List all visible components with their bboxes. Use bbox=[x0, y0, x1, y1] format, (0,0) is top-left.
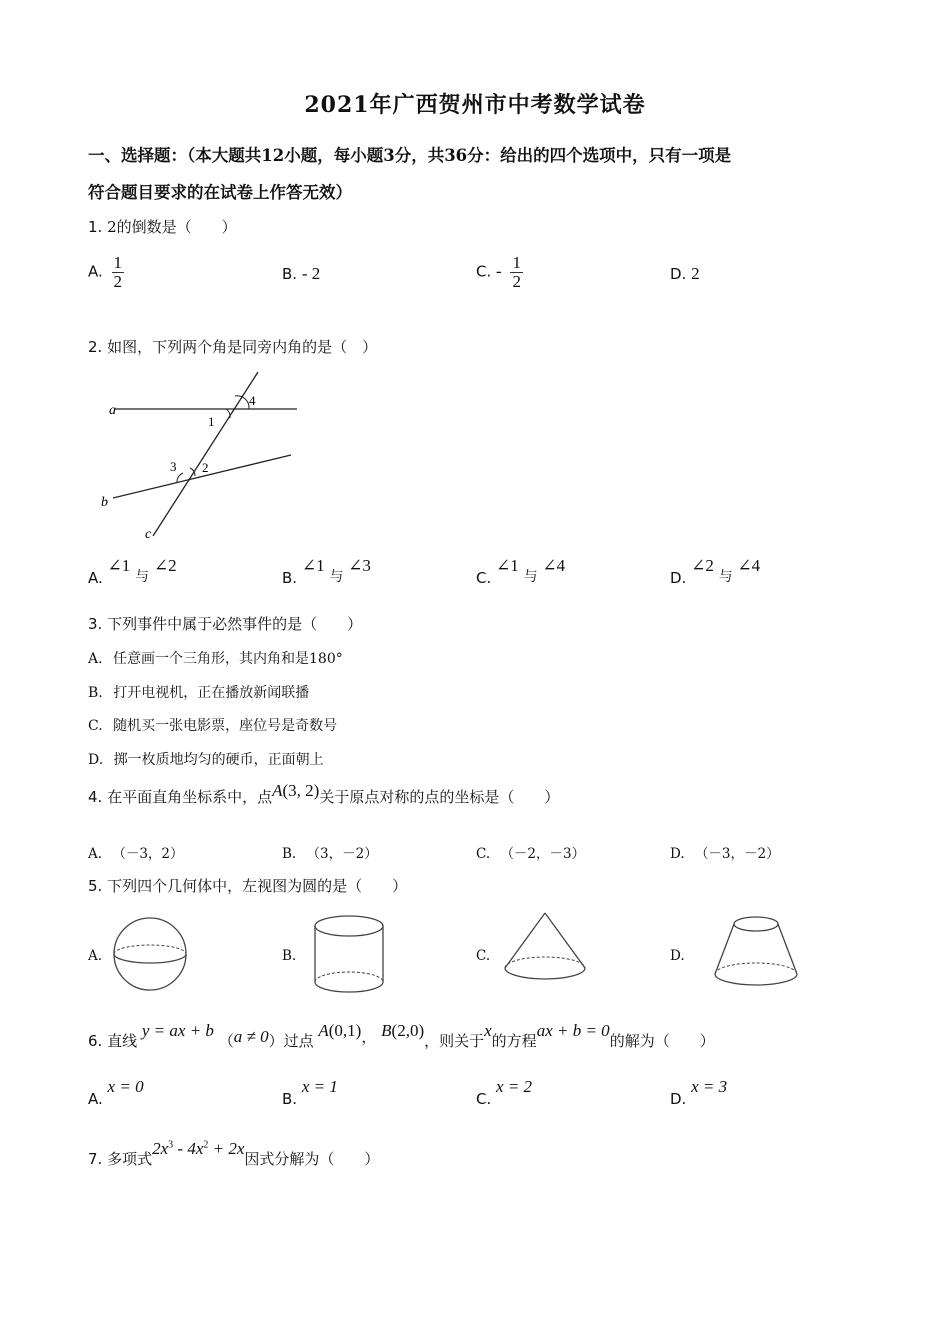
option-c[interactable] bbox=[476, 842, 585, 862]
option-b[interactable] bbox=[282, 264, 320, 284]
numerator: 1 bbox=[512, 253, 521, 272]
polynomial bbox=[152, 1139, 244, 1158]
point-coords: (3, 2) bbox=[282, 781, 320, 800]
variable: x bbox=[484, 1021, 492, 1040]
question-number: 2. bbox=[88, 338, 103, 356]
option-label: C. bbox=[476, 846, 491, 862]
angle-second: ∠4 bbox=[542, 556, 566, 575]
cone-shape[interactable] bbox=[502, 910, 588, 990]
point-a-coords: (0,1) bbox=[328, 1021, 362, 1040]
option-c[interactable] bbox=[476, 556, 566, 587]
question-text: 下列四个几何体中，左视图为圆的是（ ） bbox=[107, 877, 408, 895]
option-a[interactable] bbox=[88, 1077, 144, 1108]
option-c[interactable] bbox=[88, 715, 337, 735]
question-text-before: 在平面直角坐标系中，点 bbox=[107, 788, 273, 806]
exponent-2: 2 bbox=[203, 1139, 209, 1151]
text-part-1: 直线 bbox=[107, 1032, 138, 1050]
question-text: 2的倒数是（ ） bbox=[107, 218, 237, 236]
option-label: C. bbox=[476, 262, 492, 281]
label-angle-2: 2 bbox=[202, 460, 209, 475]
option-c-label[interactable]: C. bbox=[476, 948, 491, 964]
option-text: x = 3 bbox=[691, 1077, 728, 1096]
text-part-1: 多项式 bbox=[107, 1150, 153, 1168]
question-text: 如图，下列两个角是同旁内角的是（ ） bbox=[107, 338, 378, 356]
question-number: 4. bbox=[88, 788, 103, 806]
text-part-3: ）过点 bbox=[268, 1032, 314, 1050]
angle-first: ∠1 bbox=[301, 556, 325, 575]
option-value: 2 bbox=[691, 264, 700, 283]
option-text: （－2，－3） bbox=[500, 846, 586, 862]
option-b[interactable] bbox=[282, 842, 378, 862]
question-number: 5. bbox=[88, 877, 103, 895]
question-7 bbox=[88, 1138, 380, 1168]
option-a[interactable] bbox=[88, 648, 343, 668]
frustum-shape[interactable] bbox=[712, 910, 800, 994]
question-6 bbox=[88, 1020, 715, 1050]
exam-title: 2021年广西贺州市中考数学试卷 bbox=[304, 92, 646, 118]
term-1: 2x bbox=[152, 1139, 169, 1158]
label-c: c bbox=[145, 527, 152, 542]
text-part-5: ，则关于 bbox=[424, 1032, 485, 1050]
option-label: A. bbox=[88, 569, 103, 587]
parallel-lines-figure bbox=[95, 366, 310, 546]
question-number: 7. bbox=[88, 1150, 103, 1168]
option-b-label[interactable]: B. bbox=[282, 948, 297, 964]
option-text: （3，－2） bbox=[306, 846, 378, 862]
option-d[interactable] bbox=[670, 1077, 728, 1108]
option-d[interactable] bbox=[88, 749, 324, 769]
angle-first: ∠1 bbox=[107, 556, 131, 575]
option-b[interactable] bbox=[88, 682, 309, 702]
question-5-options bbox=[88, 908, 868, 998]
point-a-name: A bbox=[318, 1021, 329, 1040]
text-part-4: ， bbox=[361, 1028, 377, 1046]
condition: a ≠ 0 bbox=[233, 1027, 269, 1046]
option-label: D. bbox=[670, 569, 687, 587]
text-part-7: 的解为（ ） bbox=[609, 1032, 715, 1050]
section-heading bbox=[88, 137, 863, 211]
term-2: - 4x bbox=[173, 1139, 204, 1158]
option-label: D. bbox=[88, 752, 104, 768]
angle-second: ∠4 bbox=[737, 556, 761, 575]
option-text: x = 2 bbox=[496, 1077, 533, 1096]
option-label: D. bbox=[670, 265, 687, 283]
section-heading-line2: 符合题目要求的在试卷上作答无效） bbox=[88, 183, 352, 202]
option-label: A. bbox=[88, 262, 103, 281]
conjunction: 与 bbox=[523, 569, 538, 585]
minus-sign: - bbox=[496, 261, 502, 281]
angle-first: ∠2 bbox=[691, 556, 714, 575]
angle-first: ∠1 bbox=[496, 556, 519, 575]
line-equation: y = ax + b bbox=[141, 1021, 214, 1040]
option-text: 打开电视机，正在播放新闻联播 bbox=[113, 685, 310, 701]
question-1 bbox=[88, 216, 237, 237]
question-number: 1. bbox=[88, 218, 103, 236]
conjunction: 与 bbox=[329, 569, 344, 585]
option-text: （－3，－2） bbox=[694, 846, 780, 862]
point-b-name: B bbox=[381, 1021, 392, 1040]
option-text: x = 1 bbox=[301, 1077, 338, 1096]
cylinder-shape[interactable] bbox=[312, 912, 388, 996]
term-3: + 2x bbox=[208, 1139, 245, 1158]
option-label: B. bbox=[282, 265, 298, 283]
option-c[interactable] bbox=[476, 1077, 533, 1108]
question-6-options bbox=[88, 1077, 868, 1117]
question-2-options bbox=[88, 556, 868, 596]
option-label: A. bbox=[88, 846, 103, 862]
angle-second: ∠2 bbox=[153, 556, 177, 575]
conjunction: 与 bbox=[135, 569, 150, 585]
option-text: （－3，2） bbox=[112, 846, 184, 862]
option-a[interactable] bbox=[88, 254, 128, 291]
option-text: 任意画一个三角形，其内角和是180° bbox=[113, 651, 343, 667]
option-label: B. bbox=[88, 685, 103, 701]
sphere-shape[interactable] bbox=[110, 914, 192, 996]
section-heading-line1: 一、选择题：（本大题共12小题，每小题3分，共36分：给出的四个选项中，只有一项是 bbox=[88, 146, 732, 165]
option-a-label[interactable]: A. bbox=[88, 948, 103, 964]
option-d-label[interactable]: D. bbox=[670, 948, 685, 964]
option-text: x = 0 bbox=[107, 1077, 144, 1096]
text-part-2: 因式分解为（ ） bbox=[244, 1150, 380, 1168]
numerator: 1 bbox=[113, 253, 123, 272]
option-label: C. bbox=[88, 718, 103, 734]
option-label: A. bbox=[88, 1090, 103, 1108]
option-d[interactable] bbox=[670, 842, 780, 862]
option-b[interactable] bbox=[282, 1077, 338, 1108]
option-c[interactable] bbox=[476, 254, 527, 291]
text-part-6: 的方程 bbox=[491, 1032, 537, 1050]
denominator: 2 bbox=[512, 272, 521, 291]
option-label: B. bbox=[282, 569, 298, 587]
label-b: b bbox=[101, 495, 108, 510]
fraction bbox=[112, 254, 125, 291]
point-name: A bbox=[272, 781, 283, 800]
equation: ax + b = 0 bbox=[536, 1021, 610, 1040]
denominator: 2 bbox=[113, 272, 123, 291]
question-2 bbox=[88, 336, 377, 357]
text-part-2: （ bbox=[218, 1032, 234, 1050]
question-4 bbox=[88, 781, 560, 807]
question-1-options bbox=[88, 254, 868, 294]
option-a[interactable] bbox=[88, 556, 177, 587]
question-number: 3. bbox=[88, 615, 103, 633]
option-value: - 2 bbox=[301, 264, 321, 283]
question-number: 6. bbox=[88, 1032, 103, 1050]
option-label: C. bbox=[476, 1090, 492, 1108]
label-angle-1: 1 bbox=[208, 414, 215, 429]
option-label: C. bbox=[476, 569, 492, 587]
option-label: B. bbox=[282, 1090, 298, 1108]
option-d[interactable] bbox=[670, 556, 761, 587]
point-b-coords: (2,0) bbox=[391, 1021, 425, 1040]
option-label: D. bbox=[670, 1090, 687, 1108]
question-text-after: 关于原点对称的点的坐标是（ ） bbox=[319, 788, 560, 806]
option-text: 掷一枚质地均匀的硬币，正面朝上 bbox=[113, 752, 324, 768]
question-3 bbox=[88, 613, 362, 634]
fraction bbox=[510, 254, 523, 291]
option-label: D. bbox=[670, 846, 685, 862]
label-angle-4: 4 bbox=[249, 393, 256, 408]
angle-second: ∠3 bbox=[348, 556, 371, 575]
option-b[interactable] bbox=[282, 556, 371, 587]
conjunction: 与 bbox=[718, 569, 733, 585]
option-d[interactable] bbox=[670, 264, 700, 284]
option-label: A. bbox=[88, 651, 103, 667]
option-text: 随机买一张电影票，座位号是奇数号 bbox=[113, 718, 338, 734]
option-label: B. bbox=[282, 846, 297, 862]
exponent-1: 3 bbox=[168, 1139, 174, 1151]
option-a[interactable] bbox=[88, 842, 184, 862]
label-a: a bbox=[109, 403, 116, 418]
question-5 bbox=[88, 875, 407, 896]
question-text: 下列事件中属于必然事件的是（ ） bbox=[107, 615, 363, 633]
label-angle-3: 3 bbox=[170, 459, 177, 474]
